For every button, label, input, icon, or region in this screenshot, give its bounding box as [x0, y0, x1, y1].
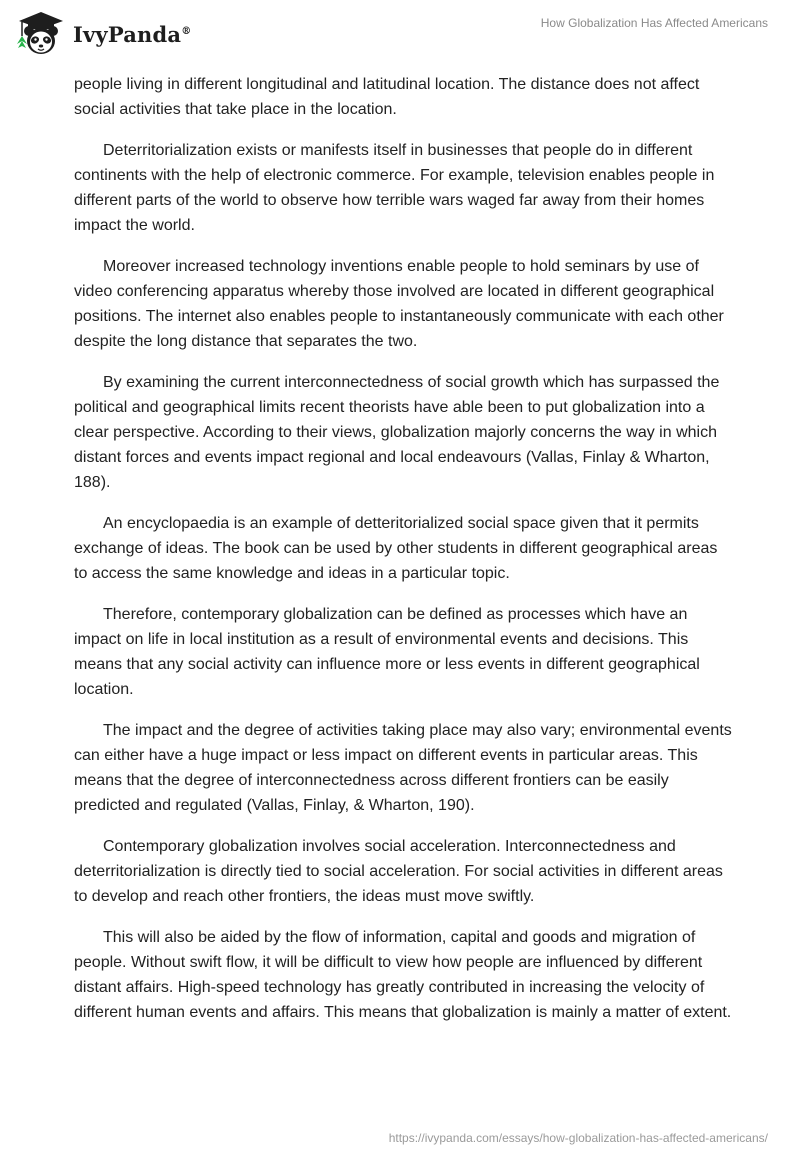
paragraph-6: Therefore, contemporary globalization can be defined as processes which have an impact on life in local institution as a result of environmental events and decisions. This means that any social activity can influence more or less events in different geographical location. [74, 606, 700, 698]
essay-body [74, 72, 734, 1041]
registered-mark: ® [181, 25, 192, 37]
paragraph-7: The impact and the degree of activities taking place may also vary; environmental events can either have a huge impact or less impact on different events in particular areas. This means that the degree of interconnectedness across different frontiers can be easily predicted and regulated (Vallas, Finlay, & Wharton, 190). [74, 722, 732, 814]
paragraph-8: Contemporary globalization involves social acceleration. Interconnectedness and deterritorialization is directly tied to social acceleration. For social activities in different areas to develop and reach other frontiers, the ideas must move swiftly. [74, 838, 723, 905]
document-title: How Globalization Has Affected Americans [540, 16, 768, 30]
paragraph-1: people living in different longitudinal and latitudinal location. The distance does not affect social activities that take place in the location. [74, 76, 700, 118]
source-url-link[interactable]: https://ivypanda.com/essays/how-globalization-has-affected-americans/ [388, 1131, 768, 1145]
page-header [0, 0, 800, 70]
paragraph-3: Moreover increased technology inventions enable people to hold seminars by use of video conferencing apparatus whereby those involved are located in different geographical positions. The internet also enables people to instantaneously communicate with each other despite the long distance that separates the two. [74, 258, 724, 350]
paragraph-4: By examining the current interconnectedness of social growth which has surpassed the political and geographical limits recent theorists have able been to put globalization into a clear perspective. According to their views, globalization majorly concerns the way in which distant forces and events impact regional and local endeavours (Vallas, Finlay & Wharton, 188). [74, 374, 720, 491]
paragraph-9: This will also be aided by the flow of information, capital and goods and migration of people. Without swift flow, it will be difficult to view how people are influenced by different distant affairs. High-speed technology has greatly contributed in increasing the velocity of different human events and affairs. This means that globalization is mainly a matter of extent. [74, 929, 732, 1021]
panda-logo-icon [15, 10, 67, 58]
paragraph-5: An encyclopaedia is an example of detteritorialized social space given that it permits exchange of ideas. The book can be used by other students in different geographical areas to access the same knowledge and ideas in a particular topic. [74, 515, 718, 582]
brand-name: IvyPanda® [73, 21, 192, 47]
ivypanda-logo-link[interactable] [15, 9, 191, 59]
paragraph-2: Deterritorialization exists or manifests itself in businesses that people do in different continents with the help of electronic commerce. For example, television enables people in different parts of the world to observe how terrible wars waged far away from their homes impact the world. [74, 142, 715, 234]
